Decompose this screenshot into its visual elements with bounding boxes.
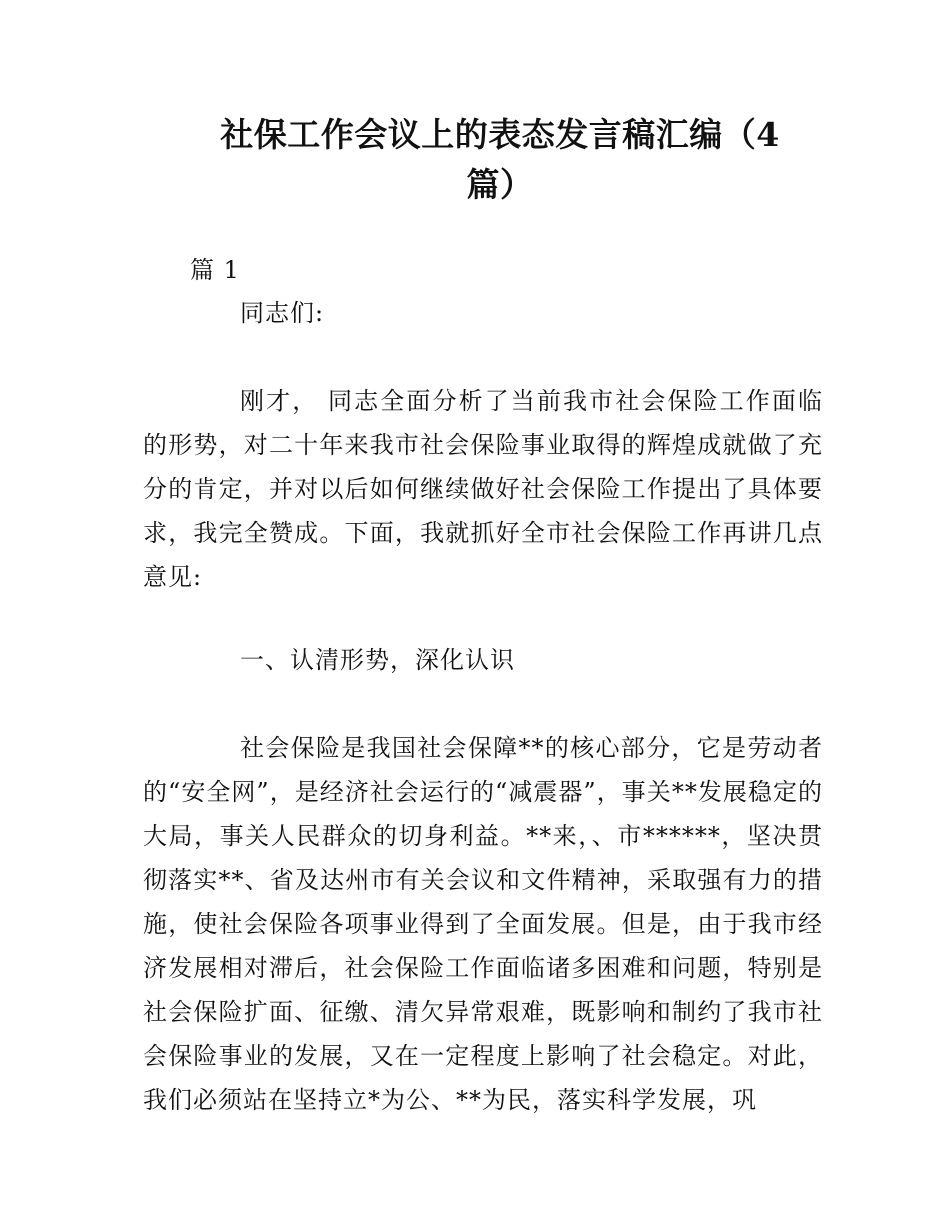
section-label: 篇 1 (190, 256, 240, 284)
salutation: 同志们: (240, 299, 325, 327)
paragraph-1: 刚才， 同志全面分析了当前我市社会保险工作面临的形势，对二十年来我市社会保险事业取得的辉煌成就做了充分的肯定，并对以后如何继续做好社会保险工作提出了具体要求，我完全赞成。下面，我就抓好全市社会保险工作再讲几点意见: (143, 387, 823, 591)
title-line-2: 篇） (466, 165, 534, 204)
section-heading-1: 一、认清形势，深化认识 (240, 646, 515, 674)
paragraph-2: 社会保险是我国社会保障**的核心部分，它是劳动者的“安全网”，是经济社会运行的“减震器”，事关**发展稳定的大局，事关人民群众的切身利益。**来，、市******，坚决贯彻落实**、省及达州市有关会议和文件精神，采取强有力的措施，使社会保险各项事业得到了全面发展。但是，由于我市经济发展相对滞后，社会保险工作面临诸多困难和问题，特别是社会保险扩面、征缴、清欠异常艰难，既影响和制约了我市社会保险事业的发展，又在一定程度上影响了社会稳定。对此，我们必须站在坚持立*为公、**为民，落实科学发展，巩 (143, 734, 823, 1114)
document-title (200, 110, 800, 210)
title-line-1: 社保工作会议上的表态发言稿汇编（4 (220, 115, 780, 154)
